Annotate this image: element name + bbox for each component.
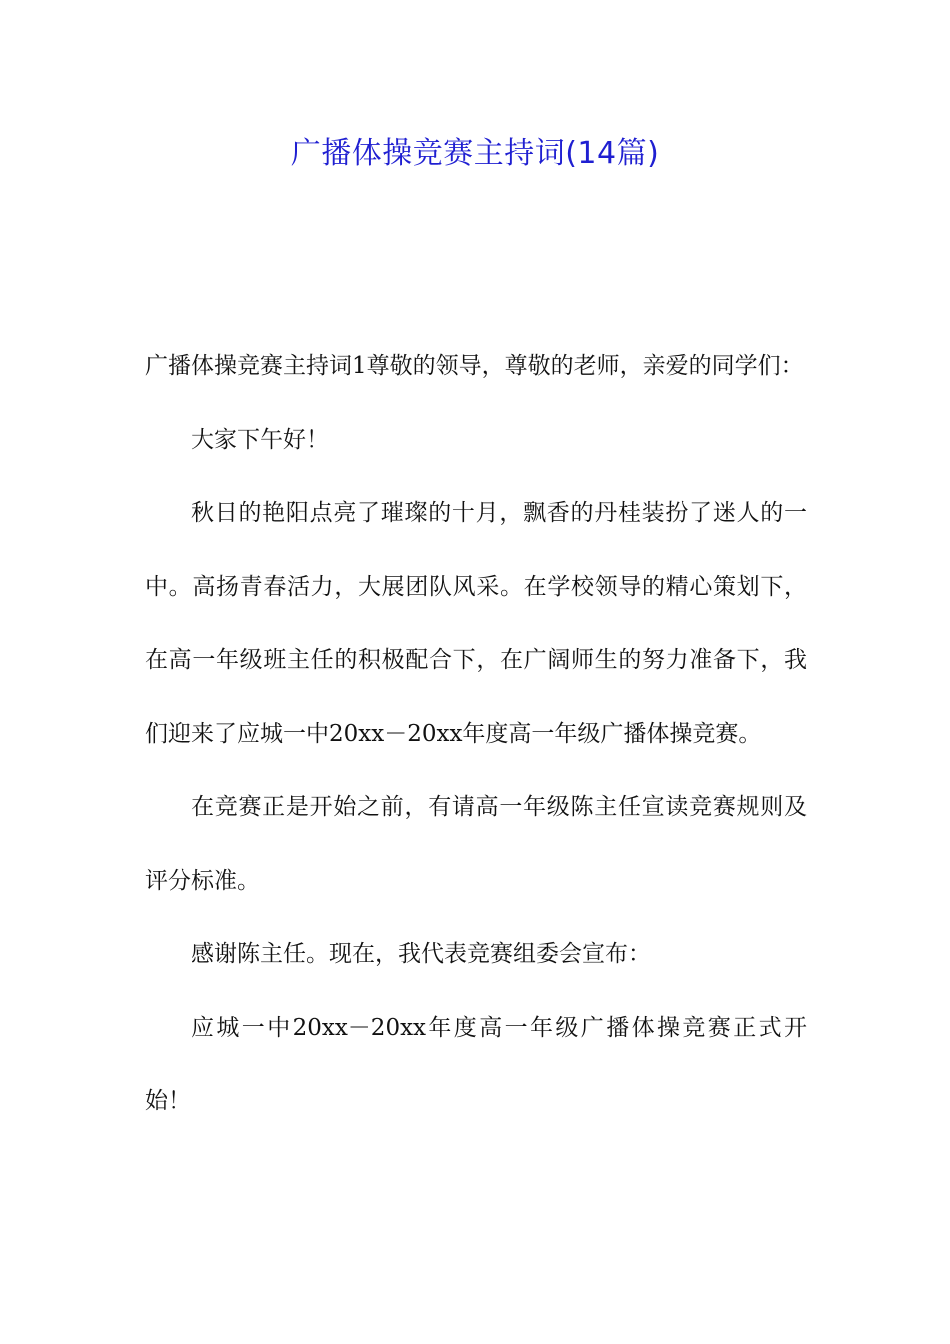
document-body (145, 330, 807, 1139)
paragraph-good-afternoon: 大家下午好！ (191, 426, 329, 453)
paragraph-introduction: 秋日的艳阳点亮了璀璨的十月，飘香的丹桂装扮了迷人的一中。高扬青春活力，大展团队风采。在学校领导的精心策划下，在高一年级班主任的积极配合下，在广阔师生的努力准备下，我们迎来了应城一中20xx－20xx年度高一年级广播体操竞赛。 (145, 500, 807, 747)
paragraph-rules-invitation: 在竞赛正是开始之前，有请高一年级陈主任宣读竞赛规则及评分标准。 (145, 794, 807, 894)
paragraph-greeting: 广播体操竞赛主持词1尊敬的领导，尊敬的老师，亲爱的同学们： (145, 353, 804, 379)
paragraph-opening-declaration: 应城一中20xx－20xx年度高一年级广播体操竞赛正式开始！ (145, 1014, 807, 1114)
document-title: 广播体操竞赛主持词(14篇) (290, 136, 660, 171)
paragraph-thanks: 感谢陈主任。现在，我代表竞赛组委会宣布： (191, 941, 651, 967)
